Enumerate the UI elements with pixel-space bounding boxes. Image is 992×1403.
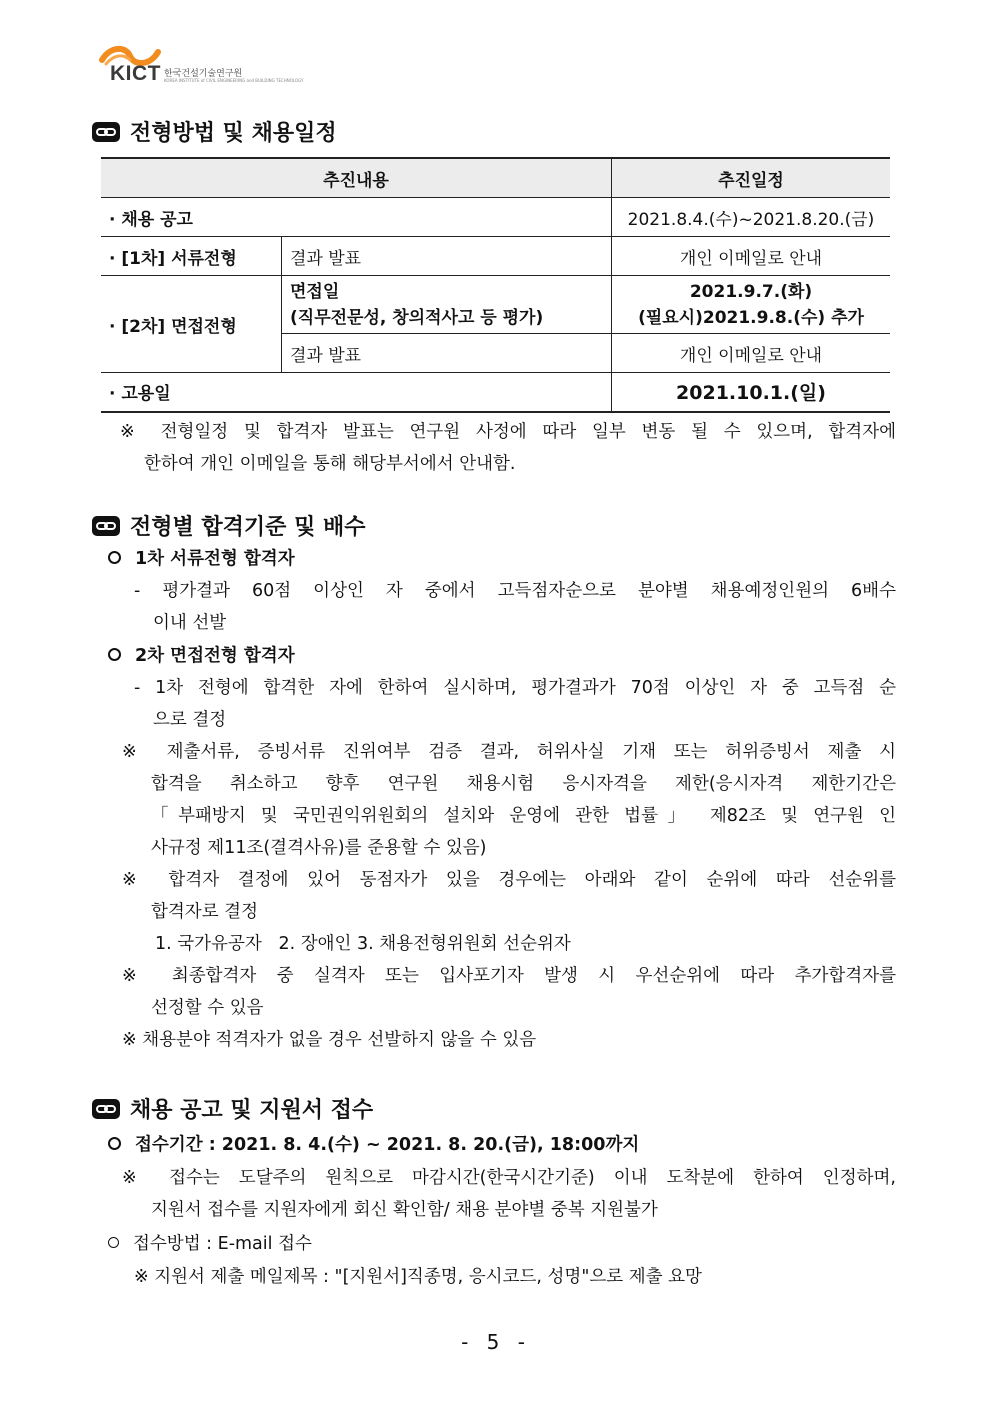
schedule-table — [101, 157, 890, 413]
subheading-document-screening — [108, 543, 295, 575]
application-period-text: 접수기간 : 2021. 8. 4.(수) ~ 2021. 8. 20.(금), 18:00까지 — [135, 1135, 640, 1155]
note-line: ※ 합격자 결정에 있어 동점자가 있을 경우에는 아래와 같이 순위에 따라 선순위를 — [122, 870, 896, 890]
bullet-circle-icon — [108, 1137, 121, 1150]
interview-date-extra: (필요시)2021.9.8.(수) 추가 — [638, 307, 864, 328]
table-cell-date: 2021.8.4.(수)~2021.8.20.(금) — [612, 198, 891, 237]
note-line: 합격자로 결정 — [151, 902, 258, 922]
logo-text: KICT — [110, 62, 161, 85]
application-method-text: 접수방법 : E-mail 접수 — [133, 1234, 312, 1254]
table-cell-date: 개인 이메일로 안내 — [612, 237, 891, 276]
table-cell-label: · 고용일 — [101, 373, 612, 412]
table-cell-sub: 결과 발표 — [282, 334, 612, 373]
bullet-circle-icon — [108, 648, 121, 661]
note-line: 사규정 제11조(결격사유)를 준용할 수 있음) — [151, 838, 487, 858]
application-method — [108, 1228, 312, 1260]
link-icon — [92, 122, 120, 142]
interview-day-label: 면접일 — [290, 281, 340, 302]
note-line: ※ 전형일정 및 합격자 발표는 연구원 사정에 따라 일부 변동 될 수 있으며, 합격자에 — [120, 422, 896, 442]
table-header-schedule: 추진일정 — [612, 158, 891, 198]
interview-date: 2021.9.7.(화) — [689, 281, 813, 302]
table-cell-label: · [2차] 면접전형 — [101, 276, 282, 373]
table-cell-date: 2021.10.1.(일) — [612, 373, 891, 412]
body-line: 으로 결정 — [153, 710, 227, 730]
section-heading-criteria — [92, 510, 366, 541]
table-cell-sub — [282, 276, 612, 334]
note-line: ※ 접수는 도달주의 원칙으로 마감시간(한국시간기준) 이내 도착분에 한하여 인정하며, — [122, 1168, 896, 1188]
subheading-text: 1차 서류전형 합격자 — [135, 549, 295, 569]
interview-criteria: (직무전문성, 창의적사고 등 평가) — [290, 307, 544, 328]
body-line: - 1차 전형에 합격한 자에 한하여 실시하며, 평가결과가 70점 이상인 자 중 고득점 순 — [134, 678, 896, 698]
subheading-interview-screening — [108, 640, 295, 672]
bullet-circle-icon — [108, 1237, 119, 1248]
note-line: 한하여 개인 이메일을 통해 해당부서에서 안내함. — [144, 454, 516, 474]
section-title: 전형방법 및 채용일정 — [130, 121, 337, 146]
body-line: 이내 선발 — [153, 613, 227, 633]
priority-list: 1. 국가유공자 2. 장애인 3. 채용전형위원회 선순위자 — [155, 934, 571, 954]
bullet-circle-icon — [108, 551, 121, 564]
note-line: ※ 지원서 제출 메일제목 : "[지원서]직종명, 응시코드, 성명"으로 제출 요망 — [134, 1267, 702, 1287]
table-header-content: 추진내용 — [101, 158, 612, 198]
page-number: - 5 - — [461, 1330, 531, 1354]
table-cell-sub: 결과 발표 — [282, 237, 612, 276]
application-period — [108, 1129, 639, 1161]
table-cell-date — [612, 276, 891, 334]
link-icon — [92, 516, 120, 536]
logo-subtitle: 한국건설기술연구원 — [164, 69, 243, 79]
note-line: ※ 최종합격자 중 실격자 또는 입사포기자 발생 시 우선순위에 따라 추가합격자를 — [122, 966, 896, 986]
note-line: 「부패방지 및 국민권익위원회의 설치와 운영에 관한 법률」 제82조 및 연구원 인 — [151, 806, 896, 826]
note-line: 지원서 접수를 지원자에게 회신 확인함/ 채용 분야별 중복 지원불가 — [151, 1200, 658, 1220]
table-cell-label: · [1차] 서류전형 — [101, 237, 282, 276]
section-title: 채용 공고 및 지원서 접수 — [130, 1098, 374, 1123]
logo-subtitle-en: KOREA INSTITUTE of CIVIL ENGINEERING and BUILDING TECHNOLOGY — [164, 78, 304, 83]
note-line: 합격을 취소하고 향후 연구원 채용시험 응시자격을 제한(응시자격 제한기간은 — [151, 774, 896, 794]
section-title: 전형별 합격기준 및 배수 — [130, 515, 366, 540]
section-heading-application — [92, 1093, 373, 1124]
note-line: ※ 제출서류, 증빙서류 진위여부 검증 결과, 허위사실 기재 또는 허위증빙서 제출 시 — [122, 742, 896, 762]
note-line: 선정할 수 있음 — [151, 998, 264, 1018]
link-icon — [92, 1099, 120, 1119]
table-cell-label: · 채용 공고 — [101, 198, 612, 237]
subheading-text: 2차 면접전형 합격자 — [135, 646, 295, 666]
note-line: ※ 채용분야 적격자가 없을 경우 선발하지 않을 수 있음 — [122, 1030, 537, 1050]
table-cell-date: 개인 이메일로 안내 — [612, 334, 891, 373]
body-line: - 평가결과 60점 이상인 자 중에서 고득점자순으로 분야별 채용예정인원의 6배수 — [134, 581, 896, 601]
section-heading-schedule — [92, 116, 337, 147]
kict-logo — [96, 44, 304, 88]
